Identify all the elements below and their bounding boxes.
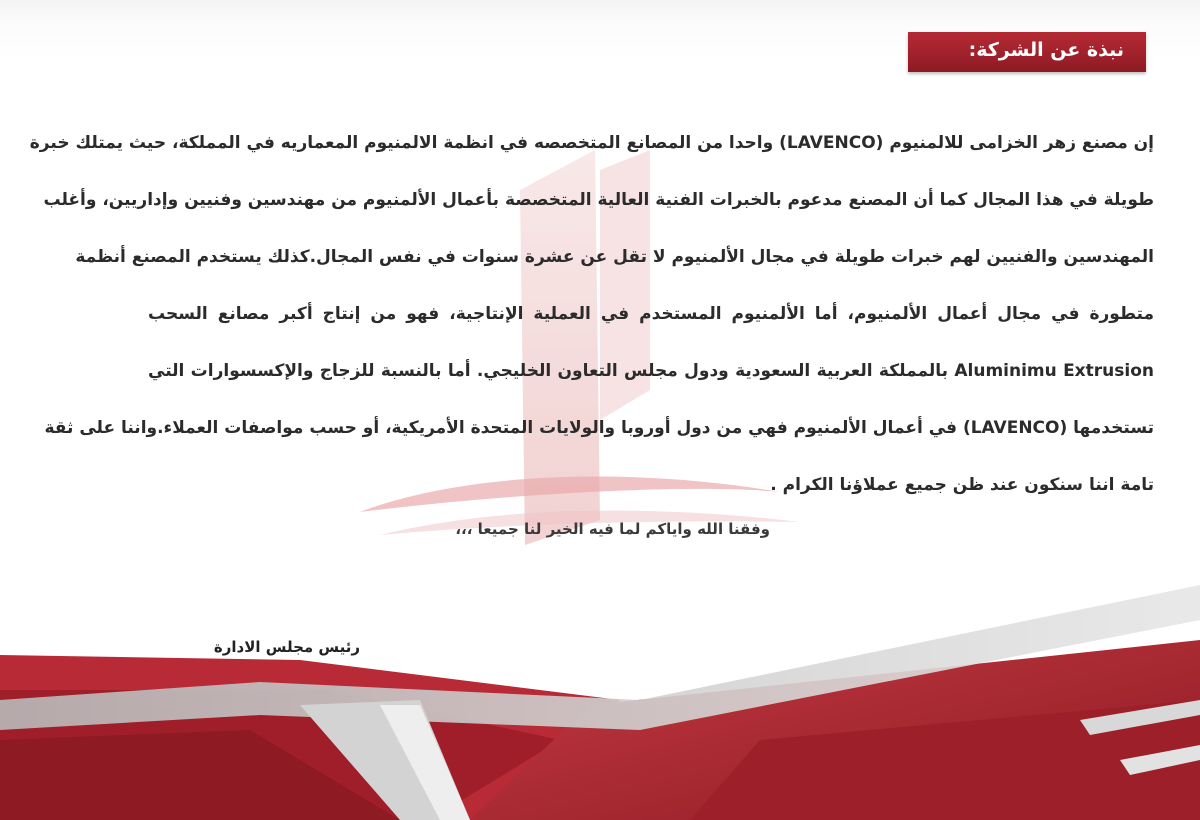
paragraph-line: إن مصنع زهر الخزامى للالمنيوم (LAVENCO) واحدا من المصانع المتخصصه في انظمة الالمنيوم المعماريه في المملكة، حيث يمتلك خبرة xyxy=(29,133,1154,153)
paragraph-line: تستخدمها (LAVENCO) في أعمال الألمنيوم فهي من دول أوروبا والولايات المتحدة الأمريكية، أو حسب مواصفات العملاء.واننا على ثقة xyxy=(44,418,1154,438)
paragraph-line: Aluminimu Extrusion بالمملكة العربية السعودية ودول مجلس التعاون الخليجي. أما بالنسبة للزجاج والإكسسوارات التي xyxy=(148,361,1154,381)
section-heading-banner xyxy=(908,32,1146,72)
paragraph-line: طويلة في هذا المجال كما أن المصنع مدعوم بالخبرات الفنية العالية المتخصصة بأعمال الألمنيوم من مهندسين وفنيين وإداريين، وأغلب xyxy=(43,190,1154,210)
closing-greeting: وفقنا الله واياكم لما فيه الخير لنا جميعا ،،، xyxy=(455,520,770,538)
section-heading: نبذة عن الشركة: xyxy=(968,39,1124,61)
paragraph-line: تامة اننا سنكون عند ظن جميع عملاؤنا الكرام . xyxy=(770,475,1154,495)
paragraph-line: المهندسين والفنيين لهم خبرات طويلة في مجال الألمنيوم لا تقل عن عشرة سنوات في نفس المجال.كذلك يستخدم المصنع أنظمة xyxy=(75,247,1154,267)
company-profile-text xyxy=(29,120,1154,519)
paragraph-line: متطورة في مجال أعمال الألمنيوم، أما الألمنيوم المستخدم في العملية الإنتاجية، فهو من إنتاج أكبر مصانع السحب xyxy=(148,304,1154,324)
signature-title: رئيس مجلس الادارة xyxy=(213,638,360,656)
bottom-red-band xyxy=(0,640,1200,820)
